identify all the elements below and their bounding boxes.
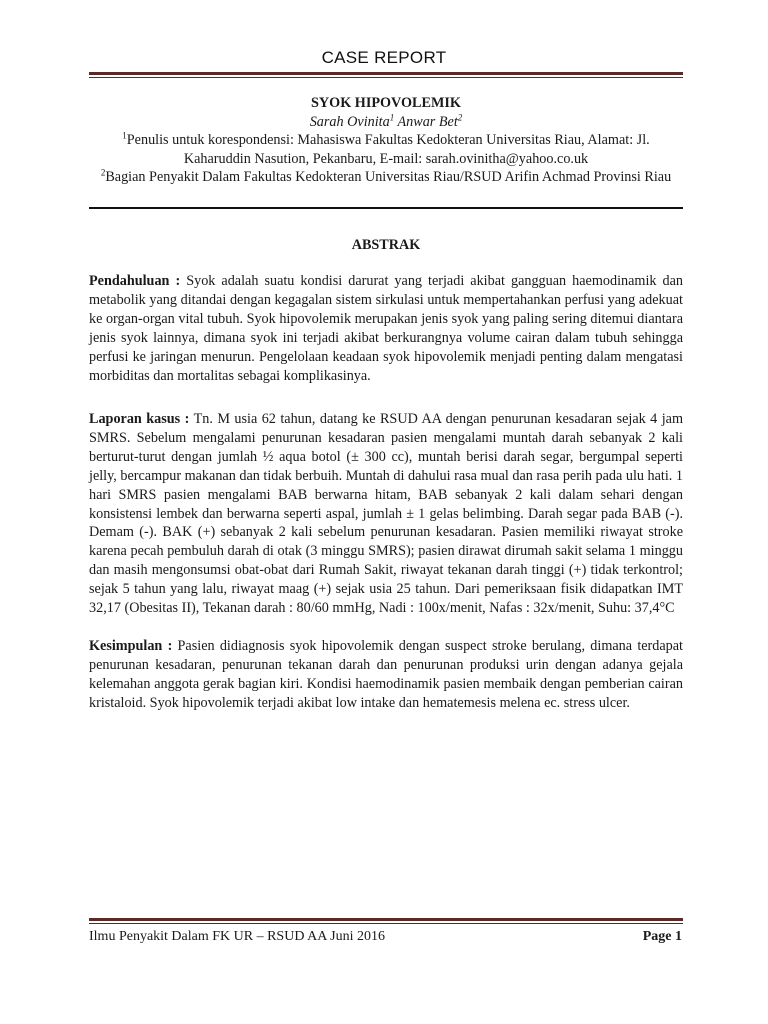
laporan-kasus-label: Laporan kasus : <box>89 411 190 427</box>
footer-journal-info: Ilmu Penyakit Dalam FK UR – RSUD AA Juni 2016 <box>89 929 385 944</box>
paragraph-pendahuluan <box>89 272 683 385</box>
title-separator-rule <box>89 207 683 209</box>
author-1: Sarah Ovinita <box>309 113 390 130</box>
article-title: SYOK HIPOVOLEMIK <box>311 95 461 111</box>
author-2: Anwar Bet <box>394 113 458 130</box>
author-line <box>89 113 683 132</box>
pendahuluan-label: Pendahuluan : <box>89 273 181 289</box>
paragraph-kesimpulan <box>89 637 683 713</box>
laporan-kasus-text: Tn. M usia 62 tahun, datang ke RSUD AA dengan penurunan kesadaran sejak 4 jam SMRS. Sebelum mengalami penurunan kesadaran pasien mengalami muntah darah sebanyak 2 kali berturut-turut dengan jumlah ½ aqua botol (± 300 cc), muntah berisi darah segar, bergumpal seperti jelly, bercampur makanan dan tidak berbuih. Muntah di dahului rasa mual dan rasa perih pada ulu hati. 1 hari SMRS pasien mengalami BAB berwarna hitam, BAB sebanyak 2 kali dalam sehari dengan konsistensi lembek dan berwarna seperti aspal, jumlah ± 1 gelas belimbing. Darah segar pada BAB (-). Demam (-). BAK (+) sebanyak 2 kali sebelum penurunan kesadaran. Pasien memiliki riwayat stroke karena pecah pembuluh darah di otak (3 minggu SMRS); pasien dirawat dirumah sakit selama 1 minggu dan masih mengonsumsi obat-obat dari Rumah Sakit, riwayat tekanan darah tinggi (+) tidak terkontrol; sejak 5 tahun yang lalu, riwayat maag (+) sejak usia 25 tahun. Dari pemeriksaan fisik didapatkan IMT 32,17 (Obesitas II), Tekanan darah : 80/60 mmHg, Nadi : 100x/menit, Nafas : 32x/menit, Suhu: 37,4°C <box>89 411 683 617</box>
running-header-title: CASE REPORT <box>321 48 447 67</box>
abstract-heading: ABSTRAK <box>351 237 421 253</box>
page-number: Page 1 <box>642 929 682 944</box>
author-1-superscript: 1 <box>389 111 395 122</box>
title-block <box>89 94 683 187</box>
affiliation-1-text: Penulis untuk korespondensi: Mahasiswa Fakultas Kedokteran Universitas Riau, Alamat: Jl. Kaharuddin Nasution, Pekanbaru, E-mail: sarah.ovinitha@yahoo.co.uk <box>126 132 650 167</box>
header-rule <box>89 72 683 75</box>
affiliation-2-text: Bagian Penyakit Dalam Fakultas Kedokteran Universitas Riau/RSUD Arifin Achmad Provinsi Riau <box>105 169 672 185</box>
kesimpulan-label: Kesimpulan : <box>89 638 173 654</box>
paragraph-laporan-kasus <box>89 410 683 618</box>
kesimpulan-text: Pasien didiagnosis syok hipovolemik dengan suspect stroke berulang, dimana terdapat penurunan kesadaran, penurunan tekanan darah dan penurunan produksi urin dengan adanya gejala kelemahan anggota gerak bagian kiri. Kondisi haemodinamik pasien membaik dengan pemberian cairan kristaloid. Syok hipovolemik terjadi akibat low intake dan hematemesis melena ec. stress ulcer. <box>89 638 684 711</box>
affiliation-1 <box>89 131 683 168</box>
affiliation-2 <box>89 168 683 187</box>
header-rule-thin <box>89 77 683 78</box>
author-2-superscript: 2 <box>457 111 463 122</box>
footer-rule-thin <box>89 923 683 924</box>
affiliation-1-superscript: 1 <box>122 130 127 141</box>
affiliation-2-superscript: 2 <box>100 167 106 178</box>
footer-rule <box>89 918 683 921</box>
pendahuluan-text: Syok adalah suatu kondisi darurat yang terjadi akibat gangguan haemodinamik dan metabolik yang ditandai dengan kegagalan sistem sirkulasi untuk mempertahankan perfusi yang adekuat ke organ-organ vital tubuh. Syok hipovolemik merupakan jenis syok yang paling sering ditemui diantara jenis syok lainnya, dimana syok ini terjadi akibat berkurangnya volume cairan dalam tubuh sehingga perfusi ke jaringan menurun. Pengelolaan keadaan syok hipovolemik menjadi penting dalam mengatasi morbiditas dan mortalitas sebagai komplikasinya. <box>89 273 683 384</box>
